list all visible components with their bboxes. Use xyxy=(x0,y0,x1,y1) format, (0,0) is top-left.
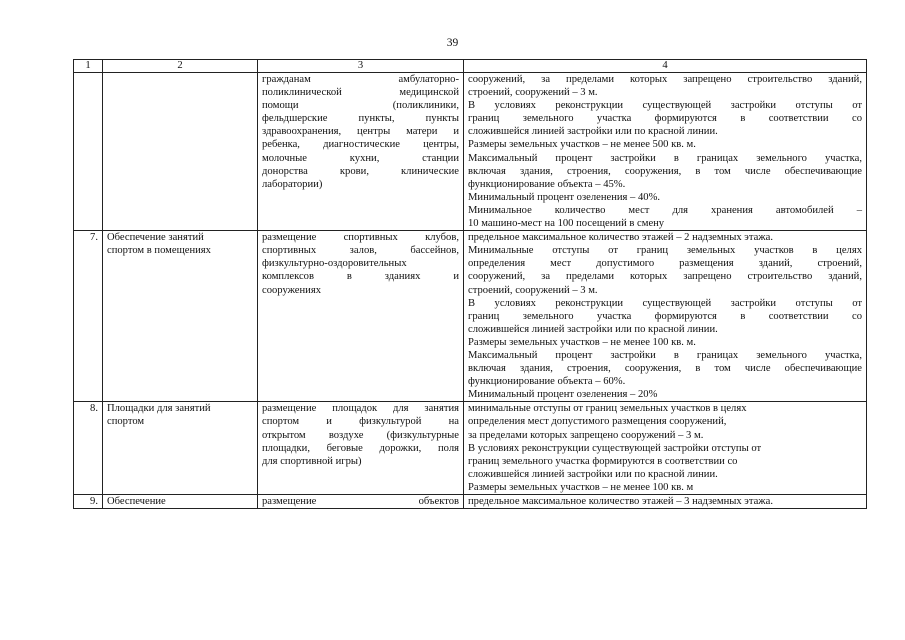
params-line: Максимальный процент застройки в границах земельного участка, xyxy=(468,349,862,361)
use-desc-line: фельдшерские пункты, пункты xyxy=(262,113,459,125)
params-line: сложившейся линией застройки или по красной линии. xyxy=(468,468,718,480)
params-cell xyxy=(464,73,867,231)
params-line: Минимальный процент озеленения – 40%. xyxy=(468,191,661,203)
column-header-3: 3 xyxy=(258,60,464,73)
use-name-line: Площадки для занятий xyxy=(107,403,211,415)
use-desc-line: для спортивной игры) xyxy=(262,455,362,467)
use-name-cell xyxy=(103,495,258,509)
params-cell xyxy=(464,495,867,509)
use-desc-line: помощи (поликлиники, xyxy=(262,100,459,112)
params-line: функционирование объекта – 45%. xyxy=(468,178,626,190)
params-line: Минимальные отступы от границ земельных участков в целях xyxy=(468,245,862,257)
use-name-line: Обеспечение занятий xyxy=(107,232,204,244)
params-line: определения мест допустимого размещения зданий, строений, xyxy=(468,258,862,270)
params-line: границ земельного участка формируются в соответствии со xyxy=(468,113,862,125)
params-line: минимальные отступы от границ земельных участков в целях xyxy=(468,403,747,415)
table-row xyxy=(74,495,867,509)
use-name-cell xyxy=(103,402,258,495)
table-row xyxy=(74,73,867,231)
params-line: предельное максимальное количество этажей – 3 надземных этажа. xyxy=(468,496,773,507)
column-number-header-row xyxy=(74,60,867,73)
params-line: В условиях реконструкции существующей застройки отступы от xyxy=(468,100,862,112)
row-number: 9. xyxy=(74,495,103,509)
use-name-cell xyxy=(103,73,258,231)
use-desc-line: здравоохранения, центры матери и xyxy=(262,126,459,138)
use-desc-line: спортивных залов, бассейнов, xyxy=(262,245,459,257)
params-line: В условиях реконструкции существующей застройки отступы от xyxy=(468,297,862,309)
params-line: сооружений, за пределами которых запрещено строительство зданий, xyxy=(468,74,862,85)
use-desc-cell xyxy=(258,73,464,231)
params-line: Минимальное количество мест для хранения автомобилей – xyxy=(468,204,862,216)
use-desc-cell xyxy=(258,402,464,495)
table-row xyxy=(74,402,867,495)
use-desc-line: сооружениях xyxy=(262,284,321,296)
use-desc-cell xyxy=(258,495,464,509)
use-desc-line: молочные кухни, станции xyxy=(262,152,459,164)
params-line: сложившейся линией застройки или по красной линии. xyxy=(468,126,718,138)
params-line: границ земельного участка формируются в соответствии со xyxy=(468,310,862,322)
row-number: 8. xyxy=(74,402,103,495)
use-name-cell xyxy=(103,231,258,402)
params-cell xyxy=(464,231,867,402)
use-name-line: спортом в помещениях xyxy=(107,245,211,257)
params-line: за пределами которых запрещено сооружений – 3 м. xyxy=(468,429,704,441)
zoning-regulations-table xyxy=(73,59,867,509)
use-desc-line: поликлинической медицинской xyxy=(262,87,459,99)
params-line: сооружений, за пределами которых запрещено строительство зданий, xyxy=(468,271,862,283)
params-line: Минимальный процент озеленения – 20% xyxy=(468,389,658,401)
use-desc-line: спортом и физкультурой на xyxy=(262,416,459,428)
row-number: 7. xyxy=(74,231,103,402)
use-name-line: спортом xyxy=(107,416,145,428)
params-line: включая здания, строения, сооружения, в том числе обеспечивающие xyxy=(468,165,862,177)
use-name-line: Обеспечение xyxy=(107,496,166,507)
table-row xyxy=(74,231,867,402)
use-desc-cell xyxy=(258,231,464,402)
params-line: строений, сооружений – 3 м. xyxy=(468,284,598,296)
params-line: Размеры земельных участков – не менее 500 кв. м. xyxy=(468,139,696,151)
use-desc-line: размещение спортивных клубов, xyxy=(262,232,459,244)
row-number xyxy=(74,73,103,231)
use-desc-line: ребенка, диагностические центры, xyxy=(262,139,459,151)
use-desc-line: открытом воздухе (физкультурные xyxy=(262,429,459,441)
params-line: Максимальный процент застройки в границах земельного участка, xyxy=(468,152,862,164)
use-desc-line: лаборатории) xyxy=(262,178,323,190)
use-desc-line: размещение объектов xyxy=(262,496,459,507)
params-line: сложившейся линией застройки или по красной линии. xyxy=(468,323,718,335)
use-desc-line: размещение площадок для занятия xyxy=(262,403,459,415)
params-line: предельное максимальное количество этажей – 2 надземных этажа. xyxy=(468,232,773,244)
use-desc-line: физкультурно-оздоровительных xyxy=(262,258,407,270)
params-line: В условиях реконструкции существующей застройки отступы от xyxy=(468,442,762,454)
params-line: строений, сооружений – 3 м. xyxy=(468,87,598,99)
page-number: 39 xyxy=(446,37,459,49)
use-desc-line: площадки, беговые дорожки, поля xyxy=(262,442,459,454)
params-line: Размеры земельных участков – не менее 100 кв. м. xyxy=(468,336,696,348)
params-line: Размеры земельных участков – не менее 100 кв. м xyxy=(468,481,694,493)
params-line: включая здания, строения, сооружения, в том числе обеспечивающие xyxy=(468,363,862,375)
column-header-1: 1 xyxy=(74,60,103,73)
column-header-2: 2 xyxy=(103,60,258,73)
use-desc-line: комплексов в зданиях и xyxy=(262,271,459,283)
column-header-4: 4 xyxy=(464,60,867,73)
params-cell xyxy=(464,402,867,495)
use-desc-line: гражданам амбулаторно- xyxy=(262,74,459,85)
params-line: определения мест допустимого размещения сооружений, xyxy=(468,416,727,428)
use-desc-line: донорства крови, клинические xyxy=(262,165,459,177)
params-line: границ земельного участка формируются в соответствии со xyxy=(468,455,738,467)
params-line: функционирование объекта – 60%. xyxy=(468,376,626,388)
params-line: 10 машино-мест на 100 посещений в смену xyxy=(468,218,665,230)
